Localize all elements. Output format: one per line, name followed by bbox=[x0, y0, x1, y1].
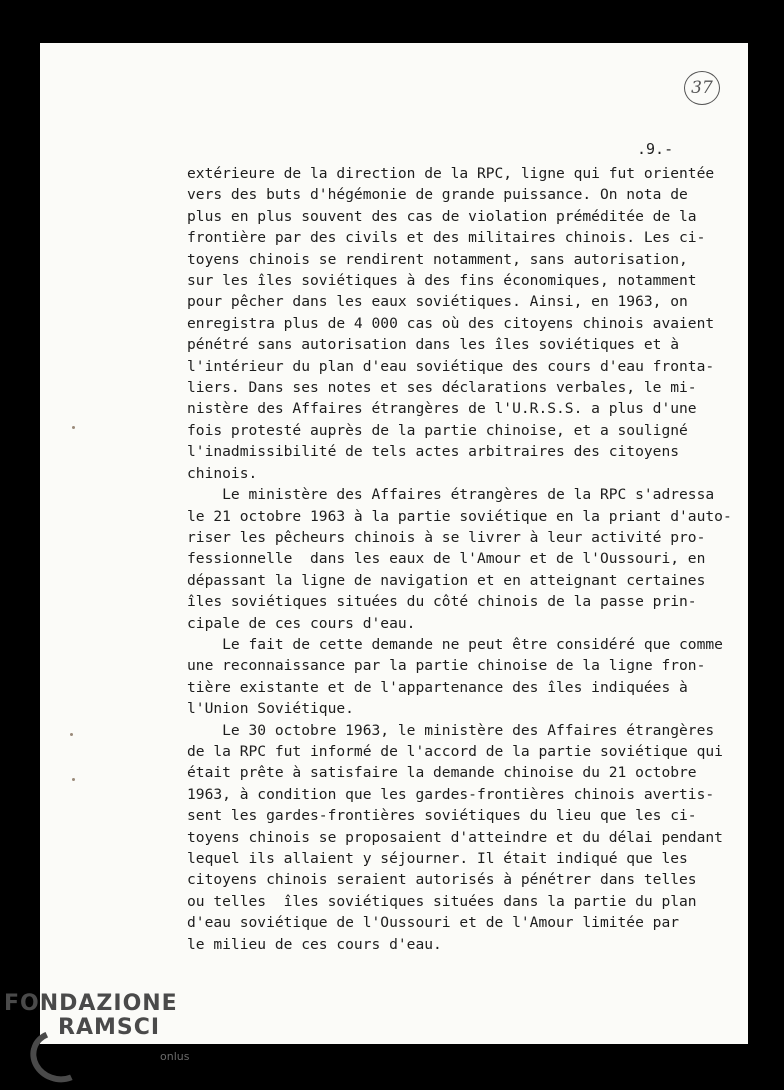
text-line: lequel ils allaient y séjourner. Il était indiqué que les bbox=[187, 850, 688, 867]
text-line: toyens chinois se rendirent notamment, sans autorisation, bbox=[187, 250, 688, 268]
text-line: plus en plus souvent des cas de violation préméditée de la bbox=[187, 207, 697, 225]
text-line: 1963, à condition que les gardes-frontières chinois avertis- bbox=[187, 785, 715, 803]
text-line: l'intérieur du plan d'eau soviétique des cours d'eau fronta- bbox=[187, 357, 715, 375]
text-line: cipale de ces cours d'eau. bbox=[187, 614, 416, 632]
margin-mark bbox=[70, 733, 73, 736]
watermark-suffix: onlus bbox=[160, 1050, 190, 1063]
text-line: liers. Dans ses notes et ses déclarations verbales, le mi- bbox=[187, 379, 697, 397]
text-line: sent les gardes-frontières soviétiques du lieu que les ci- bbox=[187, 807, 697, 825]
text-line: le 21 octobre 1963 à la partie soviétique en la priant d'auto- bbox=[187, 507, 732, 525]
document-page bbox=[40, 43, 748, 1044]
text-line: toyens chinois se proposaient d'atteindre et du délai pendant bbox=[187, 828, 723, 846]
text-line: extérieure de la direction de la RPC, ligne qui fut orientée bbox=[187, 165, 715, 182]
text-line: pénétré sans autorisation dans les îles soviétiques et à bbox=[187, 336, 680, 354]
text-line: Le fait de cette demande ne peut être considéré que comme bbox=[187, 635, 723, 653]
text-line: le milieu de ces cours d'eau. bbox=[187, 935, 442, 953]
text-line: enregistra plus de 4 000 cas où des citoyens chinois avaient bbox=[187, 314, 715, 332]
margin-mark bbox=[72, 778, 75, 781]
paragraph bbox=[187, 484, 732, 634]
page-number: .9.- bbox=[637, 140, 674, 158]
text-line: Le 30 octobre 1963, le ministère des Affaires étrangères bbox=[187, 721, 715, 739]
text-line: tière existante et de l'appartenance des îles indiquées à bbox=[187, 678, 688, 696]
text-line: riser les pêcheurs chinois à se livrer à leur activité pro- bbox=[187, 528, 706, 546]
archive-page-stamp: 37 bbox=[684, 71, 720, 105]
text-line: d'eau soviétique de l'Oussouri et de l'Amour limitée par bbox=[187, 914, 680, 932]
text-line: était prête à satisfaire la demande chinoise du 21 octobre bbox=[187, 764, 697, 782]
text-line: une reconnaissance par la partie chinoise de la ligne fron- bbox=[187, 657, 706, 675]
archive-watermark-logo bbox=[4, 992, 178, 1040]
document-body bbox=[187, 163, 732, 955]
text-line: Le ministère des Affaires étrangères de la RPC s'adressa bbox=[187, 486, 715, 504]
paragraph bbox=[187, 634, 732, 720]
watermark-line-2: RAMSCI bbox=[58, 1015, 161, 1040]
text-line: fois protesté auprès de la partie chinoise, et a souligné bbox=[187, 421, 688, 439]
text-line: pour pêcher dans les eaux soviétiques. Ainsi, en 1963, on bbox=[187, 293, 688, 311]
text-line: citoyens chinois seraient autorisés à pénétrer dans telles bbox=[187, 871, 697, 889]
text-line: vers des buts d'hégémonie de grande puissance. On nota de bbox=[187, 186, 688, 204]
paragraph bbox=[187, 163, 732, 484]
margin-mark bbox=[72, 426, 75, 429]
text-line: de la RPC fut informé de l'accord de la partie soviétique qui bbox=[187, 742, 723, 760]
watermark-line-1: FONDAZIONE bbox=[4, 991, 178, 1016]
text-line: l'Union Soviétique. bbox=[187, 700, 354, 718]
text-line: fessionnelle dans les eaux de l'Amour et de l'Oussouri, en bbox=[187, 550, 706, 568]
text-line: chinois. bbox=[187, 464, 258, 482]
text-line: ou telles îles soviétiques situées dans la partie du plan bbox=[187, 892, 697, 910]
text-line: îles soviétiques situées du côté chinois de la passe prin- bbox=[187, 593, 697, 611]
text-line: l'inadmissibilité de tels actes arbitraires des citoyens bbox=[187, 443, 680, 461]
paragraph bbox=[187, 720, 732, 955]
text-line: sur les îles soviétiques à des fins économiques, notamment bbox=[187, 272, 697, 290]
text-line: dépassant la ligne de navigation et en atteignant certaines bbox=[187, 571, 706, 589]
text-line: nistère des Affaires étrangères de l'U.R.S.S. a plus d'une bbox=[187, 400, 697, 418]
text-line: frontière par des civils et des militaires chinois. Les ci- bbox=[187, 229, 706, 247]
